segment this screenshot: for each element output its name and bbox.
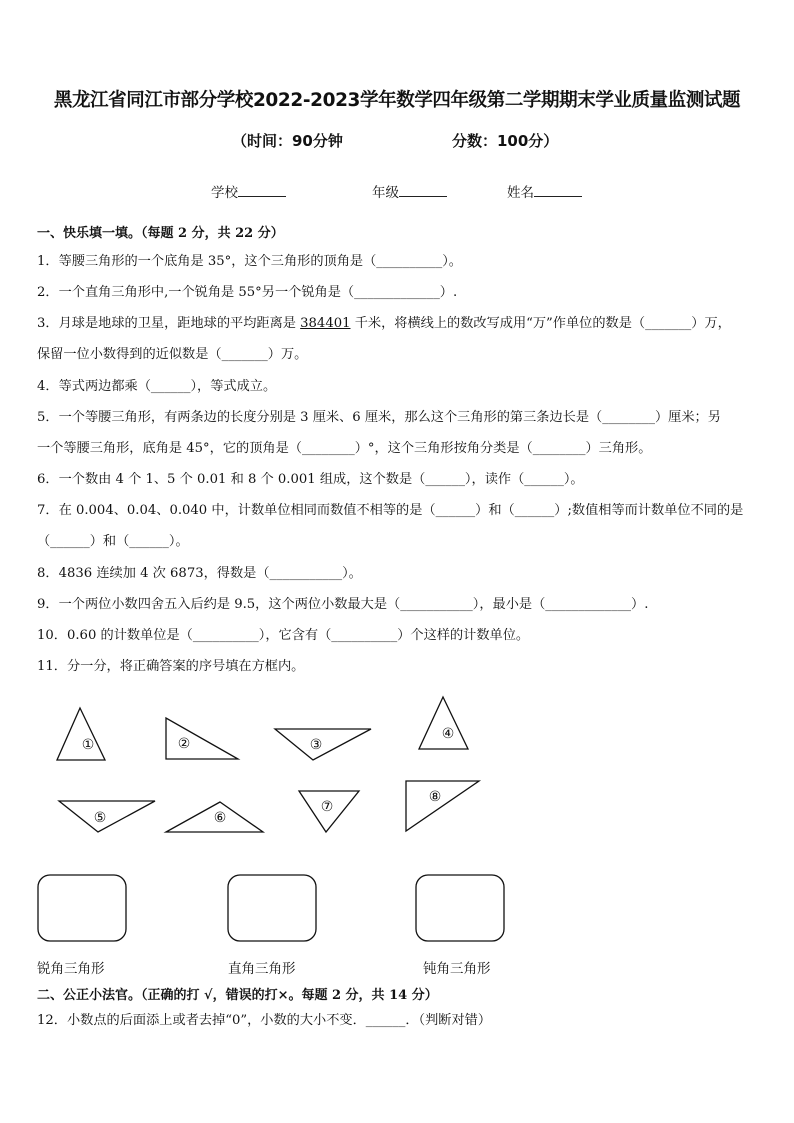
page-title: 黑龙江省同江市部分学校2022-2023学年数学四年级第二学期期末学业质量监测试题 <box>53 90 741 111</box>
triangle-figure <box>0 680 794 980</box>
grade-label: 年级 <box>372 185 399 201</box>
question-3-line-1 <box>37 312 731 331</box>
triangle-label-4: ④ <box>441 726 455 742</box>
school-blank[interactable] <box>238 182 286 197</box>
triangle-label-8: ⑧ <box>428 789 442 805</box>
question-6: 6．一个数由 4 个 1、5 个 0.01 和 8 个 0.001 组成，这个数是（______），读作（______）。 <box>37 472 584 487</box>
triangle-5 <box>59 801 155 832</box>
triangle-label-3: ③ <box>309 737 323 753</box>
triangle-label-2: ② <box>177 736 191 752</box>
triangle-label-5: ⑤ <box>93 810 107 826</box>
grade-field[interactable] <box>372 181 447 201</box>
question-1: 1．等腰三角形的一个底角是 35°，这个三角形的顶角是（__________）。 <box>37 254 462 269</box>
question-3-pre: 3．月球是地球的卫星，距地球的平均距离是 <box>37 316 301 331</box>
grade-blank[interactable] <box>399 182 447 197</box>
question-12: 12．小数点的后面添上或者去掉“0”，小数的大小不变．______．（判断对错） <box>37 1013 492 1028</box>
school-field[interactable] <box>211 181 286 201</box>
triangle-8 <box>406 781 479 831</box>
acute-triangle-label: 锐角三角形 <box>37 961 105 977</box>
exam-score: 分数：100分） <box>452 132 559 150</box>
question-5-line-2: 一个等腰三角形，底角是 45°，它的顶角是（________）°，这个三角形按角分类是（________）三角形。 <box>37 441 652 456</box>
name-label: 姓名 <box>507 185 534 201</box>
exam-time: （时间：90分钟 <box>232 132 343 150</box>
name-blank[interactable] <box>534 182 582 197</box>
acute-answer-box[interactable] <box>38 875 126 941</box>
question-5-line-1: 5．一个等腰三角形，有两条边的长度分别是 3 厘米、6 厘米，那么这个三角形的第三条边长是（________）厘米；另 <box>37 410 721 425</box>
question-10: 10．0.60 的计数单位是（__________），它含有（__________）个这样的计数单位。 <box>37 628 530 643</box>
obtuse-triangle-label: 钝角三角形 <box>423 961 491 977</box>
exam-meta <box>232 130 559 151</box>
question-3-post: 千米，将横线上的数改写成用“万”作单位的数是（_______）万， <box>350 316 731 331</box>
triangle-label-1: ① <box>81 737 95 753</box>
question-2: 2．一个直角三角形中,一个锐角是 55°另一个锐角是（_____________）. <box>37 285 458 300</box>
triangle-3 <box>275 729 371 760</box>
right-answer-box[interactable] <box>228 875 316 941</box>
question-4: 4．等式两边都乘（______），等式成立。 <box>37 379 277 394</box>
question-7-line-1: 7．在 0.004、0.04、0.040 中，计数单位相同而数值不相等的是（______）和（______）;数值相等而计数单位不同的是 <box>37 503 744 518</box>
obtuse-answer-box[interactable] <box>416 875 504 941</box>
school-label: 学校 <box>211 185 238 201</box>
question-9: 9．一个两位小数四舍五入后约是 9.5，这个两位小数最大是（___________），最小是（_____________）. <box>37 597 649 612</box>
question-8: 8．4836 连续加 4 次 6873，得数是（___________）。 <box>37 566 362 581</box>
name-field[interactable] <box>507 181 582 201</box>
section-1-heading: 一、快乐填一填。（每题 2 分，共 22 分） <box>37 226 284 241</box>
section-2-heading: 二、公正小法官。（正确的打 √，错误的打×。每题 2 分，共 14 分） <box>37 988 438 1003</box>
triangle-label-7: ⑦ <box>320 799 334 815</box>
question-3-line-2: 保留一位小数得到的近似数是（_______）万。 <box>37 347 308 362</box>
right-triangle-label: 直角三角形 <box>228 961 296 977</box>
triangle-label-6: ⑥ <box>213 810 227 826</box>
question-3-number: 384401 <box>300 316 351 331</box>
question-7-line-2: （______）和（______）。 <box>37 534 189 549</box>
question-11: 11．分一分，将正确答案的序号填在方框内。 <box>37 659 305 674</box>
